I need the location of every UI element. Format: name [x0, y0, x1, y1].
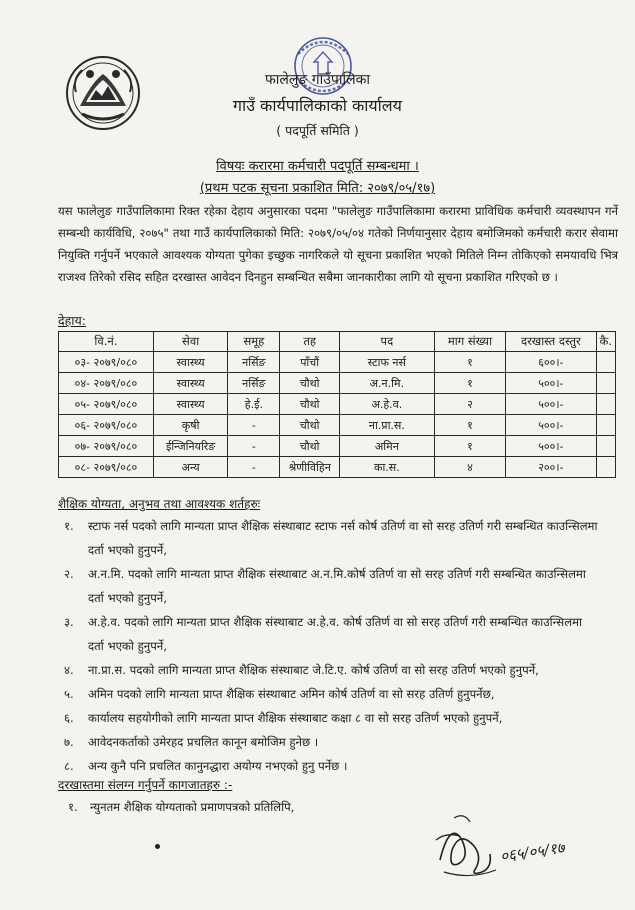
committee-name: ( पदपूर्ति समिति ) — [276, 123, 359, 138]
list-item — [58, 514, 618, 562]
cell-remarks — [596, 352, 616, 373]
list-item — [68, 800, 294, 815]
col-header-fee: दरखास्त दस्तुर — [506, 332, 596, 352]
cell-fee: ५००।- — [506, 436, 596, 457]
item-number: ८. — [64, 759, 74, 773]
cell-group: - — [228, 436, 280, 457]
cell-level: चौथो — [280, 394, 340, 415]
cell-group: - — [228, 457, 280, 478]
cell-demand: १ — [434, 436, 505, 457]
list-item — [58, 682, 618, 706]
cell-fee: ६००।- — [506, 352, 596, 373]
cell-post: अ.हे.व. — [339, 394, 434, 415]
cell-service: ईन्जिनियरिङ — [153, 436, 227, 457]
item-number: ३. — [64, 615, 74, 629]
cell-post: का.स. — [339, 457, 434, 478]
cell-serial: ०७- २०७९/०८० — [59, 436, 154, 457]
item-text: अन्य कुनै पनि प्रचलित कानुनद्धारा अयोग्य नभएको हुनु पर्नेछ । — [88, 759, 348, 773]
table-row — [59, 415, 616, 436]
item-number: २. — [64, 567, 74, 581]
stray-dot — [155, 844, 160, 849]
list-item — [58, 610, 618, 658]
cell-level: चौथो — [280, 436, 340, 457]
cell-serial: ०६- २०७९/०८० — [59, 415, 154, 436]
cell-level: श्रेणीविहिन — [280, 457, 340, 478]
cell-fee: ५००।- — [506, 373, 596, 394]
cell-remarks — [596, 373, 616, 394]
cell-service: अन्य — [153, 457, 227, 478]
cell-level: चौथो — [280, 415, 340, 436]
cell-demand: १ — [434, 373, 505, 394]
item-text: न्युनतम शैक्षिक योग्यताको प्रमाणपत्रको प्रतिलिपि, — [90, 800, 295, 814]
item-number: १. — [64, 519, 74, 533]
cell-service: स्वास्थ्य — [153, 352, 227, 373]
item-text-continued: दर्ता भएको हुनुपर्ने, — [88, 639, 167, 653]
item-text-continued: दर्ता भएको हुनुपर्ने, — [88, 543, 167, 557]
item-text: स्टाफ नर्स पदको लागि मान्यता प्राप्त शैक्षिक संस्थाबाट स्टाफ नर्स कोर्ष उतिर्ण वा सो सरह उतिर्ण गरी सम्बन्धित काउन्सिलमा — [88, 519, 598, 533]
municipality-name: फालेलुङ गाउँपालिका — [264, 72, 371, 88]
cell-serial: ०३- २०७९/०८० — [59, 352, 154, 373]
cell-level: चौथो — [280, 373, 340, 394]
item-text: ना.प्रा.स. पदको लागि मान्यता प्राप्त शैक्षिक संस्थाबाट जे.टि.ए. कोर्ष उतिर्ण वा सो सरह उतिर्ण भएको हुनुपर्ने, — [88, 663, 539, 677]
list-item — [58, 658, 618, 682]
cell-demand: ४ — [434, 457, 505, 478]
col-header-post: पद — [339, 332, 434, 352]
office-name: गाउँ कार्यपालिकाको कार्यालय — [233, 96, 402, 115]
intro-paragraph — [58, 200, 618, 288]
item-number: १. — [68, 800, 78, 814]
table-row — [59, 436, 616, 457]
documents-label: दरखास्तमा संलग्न गर्नुपर्ने कागजातहरु :- — [58, 778, 233, 792]
cell-service: कृषी — [153, 415, 227, 436]
cell-serial: ०४- २०७९/०८० — [59, 373, 154, 394]
table-row — [59, 457, 616, 478]
col-header-demand: माग संख्या — [434, 332, 505, 352]
item-text: आवेदनकर्ताको उमेरहद प्रचलित कानून बमोजिम हुनेछ । — [88, 735, 319, 749]
subject-line: विषयः करारमा कर्मचारी पदपूर्ति सम्बन्धमा । — [216, 159, 419, 174]
vacancy-table — [58, 331, 616, 478]
cell-service: स्वास्थ्य — [153, 373, 227, 394]
list-item — [58, 730, 618, 754]
qualifications-label: शैक्षिक योग्यता, अनुभव तथा आवश्यक शर्तहरुः — [58, 497, 261, 511]
col-header-remarks: कै. — [596, 332, 616, 352]
cell-fee: ५००।- — [506, 394, 596, 415]
table-row — [59, 373, 616, 394]
intro-text: यस फालेलुङ गाउँपालिकामा रिक्त रहेका देहाय अनुसारका पदमा "फालेलुङ गाउँपालिकामा करारमा प्राविधिक कर्मचारी व्यवस्थापन गर्ने सम्बन्धी कार्यविधि, २०७५" तथा गाउँ कार्यपालिकाको मिति: २०७९/०५/०४ गतेको निर्णयानुसार देहाय बमोजिमको कर्मचारी करार सेवामा नियुक्ति गर्नुपर्ने भएकाले आवश्यक योग्यता पुगेका इच्छुक नागरिकले यो सूचना प्रकाशित भएको मितिले निम्न तोकिएको समयावधि भित्र राजश्व तिरेको रसिद सहित दरखास्त आवेदन दिनहुन सम्बन्धित सबैमा जानकारीका लागि यो सूचना प्रकाशित गरिएको छ । — [58, 204, 618, 284]
cell-post: अमिन — [339, 436, 434, 457]
item-text-continued: दर्ता भएको हुनुपर्ने, — [88, 591, 167, 605]
list-item — [58, 706, 618, 730]
cell-remarks — [596, 436, 616, 457]
documents-list — [68, 800, 294, 815]
cell-demand: २ — [434, 394, 505, 415]
cell-remarks — [596, 394, 616, 415]
item-text: अमिन पदको लागि मान्यता प्राप्त शैक्षिक संस्थाबाट अमिन कोर्ष उतिर्ण वा सो सरह उतिर्ण हुनुपर्नेछ, — [88, 687, 495, 701]
cell-post: ना.प्रा.स. — [339, 415, 434, 436]
item-text: अ.हे.व. पदको लागि मान्यता प्राप्त शैक्षिक संस्थाबाट अ.हे.व. कोर्ष उतिर्ण वा सो सरह उतिर्ण गरी सम्बन्धित काउन्सिलमा — [88, 615, 583, 629]
cell-group: नर्सिङ — [228, 373, 280, 394]
item-number: ७. — [64, 735, 74, 749]
cell-remarks — [596, 457, 616, 478]
cell-fee: ५००।- — [506, 415, 596, 436]
cell-group: नर्सिङ — [228, 352, 280, 373]
table-header-row — [59, 332, 616, 352]
list-item — [58, 562, 618, 610]
cell-level: पाँचौं — [280, 352, 340, 373]
qualifications-list — [58, 514, 618, 778]
cell-post: अ.न.मि. — [339, 373, 434, 394]
item-text: अ.न.मि. पदको लागि मान्यता प्राप्त शैक्षिक संस्थाबाट अ.न.मि.कोर्ष उतिर्ण वा सो सरह उतिर्ण गरी सम्बन्धित काउन्सिलमा — [88, 567, 586, 581]
cell-demand: १ — [434, 415, 505, 436]
item-number: ४. — [64, 663, 74, 677]
table-row — [59, 394, 616, 415]
col-header-serial: वि.नं. — [59, 332, 154, 352]
cell-fee: २००।- — [506, 457, 596, 478]
publication-date-line: (प्रथम पटक सूचना प्रकाशित मिति: २०७९/०५/१७) — [199, 181, 436, 196]
item-number: ६. — [64, 711, 74, 725]
col-header-group: समूह — [228, 332, 280, 352]
item-text: कार्यालय सहयोगीको लागि मान्यता प्राप्त शैक्षिक संस्थाबाट कक्षा ८ वा सो सरह उतिर्ण भएको हुनुपर्ने, — [88, 711, 503, 725]
dehay-label: देहाय: — [58, 313, 86, 328]
table-row — [59, 352, 616, 373]
list-item — [58, 754, 618, 778]
cell-group: - — [228, 415, 280, 436]
item-number: ५. — [64, 687, 74, 701]
signature-date: ०६५/०५/१७ — [499, 838, 566, 866]
cell-post: स्टाफ नर्स — [339, 352, 434, 373]
cell-service: स्वास्थ्य — [153, 394, 227, 415]
cell-serial: ०८- २०७९/०८० — [59, 457, 154, 478]
cell-serial: ०५- २०७९/०८० — [59, 394, 154, 415]
cell-group: हे.ई. — [228, 394, 280, 415]
col-header-service: सेवा — [153, 332, 227, 352]
cell-remarks — [596, 415, 616, 436]
col-header-level: तह — [280, 332, 340, 352]
cell-demand: १ — [434, 352, 505, 373]
